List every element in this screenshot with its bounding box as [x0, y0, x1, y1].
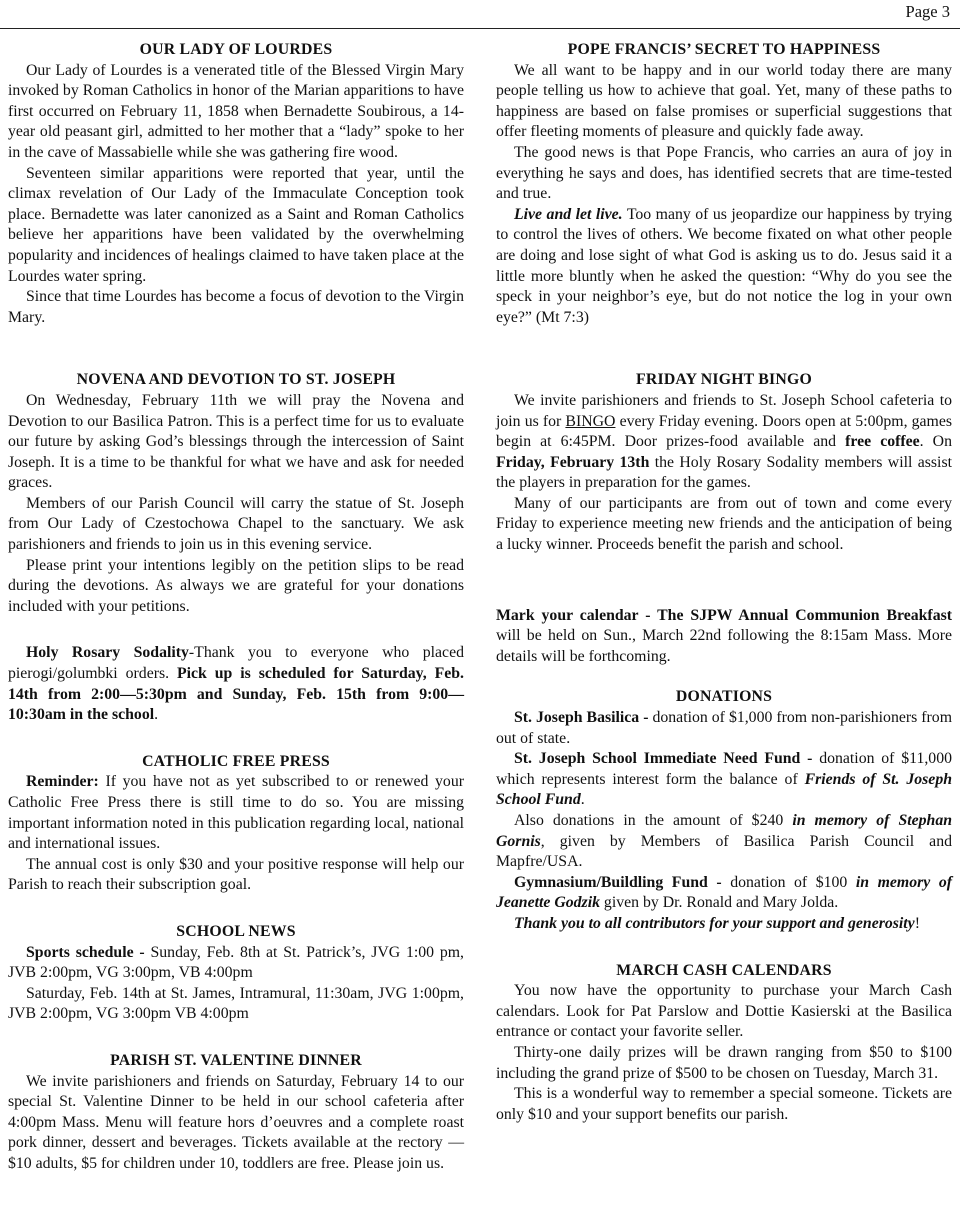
paragraph: Since that time Lourdes has become a focus of devotion to the Virgin Mary. — [8, 288, 464, 326]
article-title: FRIDAY NIGHT BINGO — [636, 371, 812, 389]
paragraph: St. Joseph Basilica - donation of $1,000 from non-parishioners from out of state. — [496, 709, 952, 747]
paragraph: Live and let live. Too many of us jeopardize our happiness by trying to control the lives of others. We become fixated on what other people are doing and lose sight of what God is asking us to do. Jesus said it a little more bluntly when he asked the question: “Why do you see the speck in your neighbor’s eye, but do not notice the log in your own eye?” (Mt 7:3) — [496, 205, 953, 326]
paragraph: Seventeen similar apparitions were reported that year, until the climax revelation of Our Lady of the Immaculate Conception took place. Bernadette was later canonized as a Saint and Roman Catholics believe her apparitions have been validated by the overwhelming popularity and incidences of healings claimed to have taken place at the Lourdes water spring. — [8, 164, 464, 285]
page-header — [0, 0, 960, 29]
paragraph: You now have the opportunity to purchase your March Cash calendars. Look for Pat Parslow and Dottie Kasierski at the Basilica entrance or contact your favorite seller. — [496, 982, 952, 1041]
article-donations — [496, 687, 952, 934]
article-catholic-free-press — [8, 752, 464, 896]
article-title: CATHOLIC FREE PRESS — [142, 752, 330, 770]
article-title: POPE FRANCIS’ SECRET TO HAPPINESS — [567, 41, 881, 58]
paragraph: Thank you to all contributors for your support and generosity! — [514, 914, 920, 932]
paragraph: The annual cost is only $30 and your positive response will help our Parish to reach their subscription goal. — [8, 855, 464, 894]
article-title: MARCH CASH CALENDARS — [616, 961, 832, 979]
paragraph: Members of our Parish Council will carry the statue of St. Joseph from Our Lady of Czestochowa Chapel to the sanctuary. We ask parishioners and friends to join us in this evening service. — [8, 494, 464, 554]
article-title: NOVENA AND DEVOTION TO ST. JOSEPH — [76, 371, 396, 389]
paragraph: Sports schedule - Sunday, Feb. 8th at St. Patrick’s, JVG 1:00 pm, JVB 2:00pm, VG 3:00pm, VB 4:00pm — [8, 943, 464, 982]
article-title: OUR LADY OF LOURDES — [139, 41, 333, 58]
article-school-news — [8, 922, 464, 1025]
paragraph: Thirty-one daily prizes will be drawn ranging from $50 to $100 including the grand prize of $500 to be chosen on Tuesday, March 31. — [496, 1043, 952, 1082]
article-title: DONATIONS — [675, 688, 773, 706]
paragraph: Reminder: If you have not as yet subscribed to or renewed your Catholic Free Press there is still time to do so. You are missing important information noted in this publication regarding local, national and international issues. — [8, 773, 464, 853]
article-pope-francis — [496, 40, 952, 328]
paragraph: Saturday, Feb. 14th at St. James, Intramural, 11:30am, JVG 1:00pm, JVB 2:00pm, VG 3:00pm VB 4:00pm — [8, 984, 464, 1023]
paragraph: We invite parishioners and friends on Saturday, February 14 to our special St. Valentine Dinner to be held in our school cafeteria after 4:00pm Mass. Menu will feature hors d’oeuvres and a complete roast pork dinner, dessert and beverages. Tickets available at the rectory — $10 adults, $5 for children under 10, toddlers are free. Please join us. — [8, 1072, 464, 1172]
paragraph: Many of our participants are from out of town and come every Friday to experience meeting new friends and the anticipation of being a lucky winner. Proceeds benefit the parish and school. — [496, 494, 952, 554]
page-number: Page 3 — [905, 2, 950, 21]
paragraph: Mark your calendar - The SJPW Annual Communion Breakfast will be held on Sun., March 22nd following the 8:15am Mass. More details will be forthcoming. — [496, 606, 952, 665]
article-title: SCHOOL NEWS — [176, 922, 296, 940]
right-column — [496, 40, 952, 1125]
paragraph: We all want to be happy and in our world today there are many people telling us how to achieve that goal. Yet, many of these paths to happiness are based on false promises or superficial suggestions that offer fleeting moments of pleasure and quickly fade away. — [496, 61, 952, 141]
paragraph: Gymnasium/Buildling Fund - donation of $100 in memory of Jeanette Godzik given by Dr. Ronald and Mary Jolda. — [496, 873, 952, 912]
paragraph: On Wednesday, February 11th we will pray the Novena and Devotion to our Basilica Patron. This is a perfect time for us to evaluate our future by asking God’s blessings through the intercession of Saint Joseph. It is a time to be thankful for what we have and ask for needed graces. — [8, 391, 464, 492]
notice-communion-breakfast — [496, 606, 952, 668]
article-lourdes — [8, 40, 464, 328]
article-title: PARISH ST. VALENTINE DINNER — [110, 1051, 362, 1069]
paragraph: Also donations in the amount of $240 in memory of Stephan Gornis, given by Members of Basilica Parish Council and Mapfre/USA. — [496, 812, 952, 871]
paragraph: We invite parishioners and friends to St. Joseph School cafeteria to join us for BINGO every Friday evening. Doors open at 5:00pm, games begin at 6:45PM. Door prizes-food available and free coffee. On Friday, February 13th the Holy Rosary Sodality members will assist the players in preparation for the games. — [496, 391, 953, 492]
notice-sodality — [8, 643, 464, 725]
paragraph: This is a wonderful way to remember a special someone. Tickets are only $10 and your support benefits our parish. — [496, 1085, 952, 1123]
sodality-lead: Holy Rosary Sodality — [26, 644, 189, 662]
article-novena — [8, 370, 464, 617]
article-friday-bingo — [496, 370, 952, 555]
article-march-cash-calendars — [496, 961, 952, 1126]
paragraph: Please print your intentions legibly on the petition slips to be read during the devotions. As always we are grateful for your donations included with your petitions. — [8, 556, 464, 615]
paragraph: Our Lady of Lourdes is a venerated title of the Blessed Virgin Mary invoked by Roman Catholics in honor of the Marian apparitions to have first occurred on February 11, 1858 when Bernadette Soubirous, a 14-year old peasant girl, admitted to her mother that a “lady” spoke to her in the cave of Massabielle while she was gathering fire wood. — [8, 61, 464, 161]
paragraph: Holy Rosary Sodality-Thank you to everyone who placed pierogi/golumbki orders. Pick up is scheduled for Saturday, Feb. 14th from 2:00—5:30pm and Sunday, Feb. 15th from 9:00—10:30am in the school. — [8, 644, 464, 724]
left-column — [8, 40, 464, 1175]
paragraph: St. Joseph School Immediate Need Fund - donation of $11,000 which represents interest form the balance of Friends of St. Joseph School Fund. — [496, 750, 953, 809]
article-valentine-dinner — [8, 1051, 464, 1175]
paragraph: The good news is that Pope Francis, who carries an aura of joy in everything he says and does, has identified secrets that are time-tested and true. — [496, 143, 952, 203]
